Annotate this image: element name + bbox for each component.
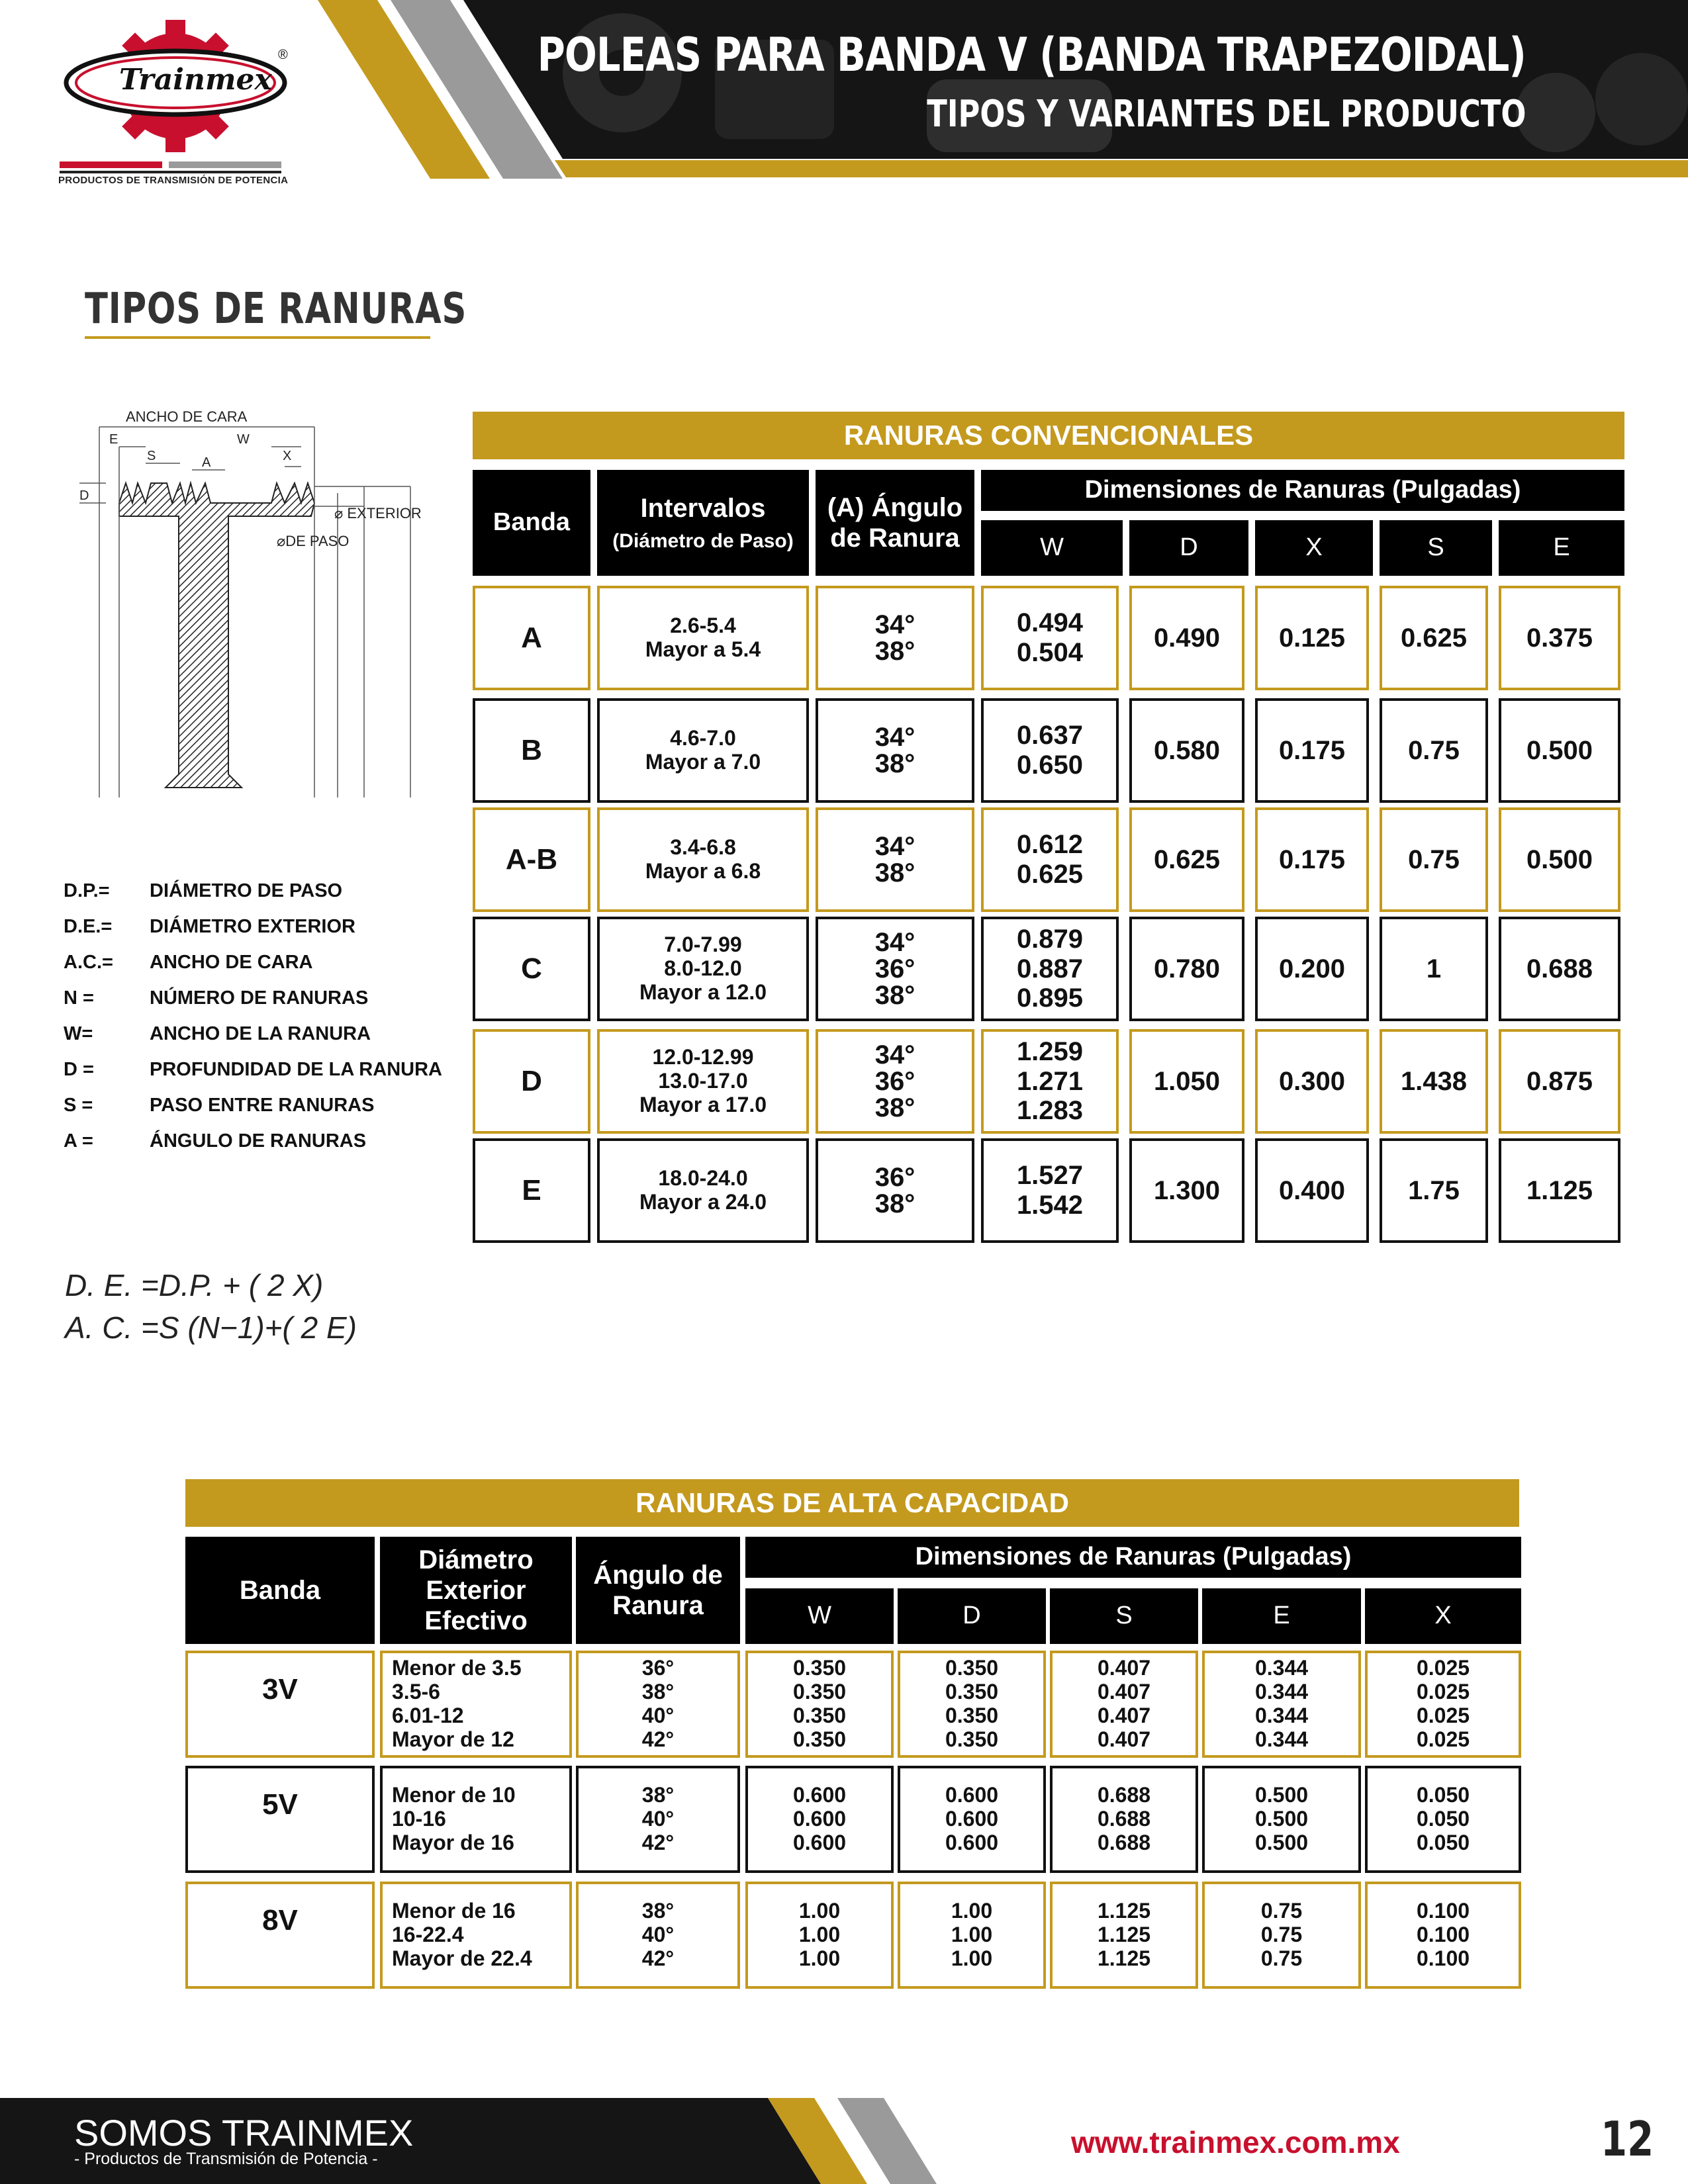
conv-cell-x: 0.300 bbox=[1255, 1029, 1369, 1134]
alta-cell-s: 0.688 0.688 0.688 bbox=[1050, 1766, 1198, 1873]
formula-de: D. E. =D.P. + ( 2 X) bbox=[65, 1268, 324, 1302]
conv-cell-banda: A-B bbox=[473, 807, 590, 912]
conv-cell-w: 0.612 0.625 bbox=[981, 807, 1119, 912]
alta-cell-x: 0.100 0.100 0.100 bbox=[1365, 1882, 1521, 1989]
conv-cell-w: 0.879 0.887 0.895 bbox=[981, 917, 1119, 1021]
conv-cell-d: 0.625 bbox=[1129, 807, 1244, 912]
conv-cell-d: 0.780 bbox=[1129, 917, 1244, 1021]
conv-cell-banda: C bbox=[473, 917, 590, 1021]
conv-cell-banda: E bbox=[473, 1138, 590, 1243]
alta-col-x: X bbox=[1365, 1588, 1521, 1644]
logo-tagline: PRODUCTOS DE TRANSMISIÓN DE POTENCIA bbox=[58, 175, 289, 186]
conv-cell-x: 0.125 bbox=[1255, 586, 1369, 690]
legend-abbr: N = bbox=[64, 987, 94, 1009]
conv-cell-angulo: 34° 38° bbox=[816, 586, 974, 690]
alta-header-diametro: Diámetro Exterior Efectivo bbox=[380, 1537, 572, 1644]
alta-cell-angulo: 36° 38° 40° 42° bbox=[576, 1651, 740, 1758]
legend-item bbox=[64, 880, 461, 916]
conv-cell-w: 0.637 0.650 bbox=[981, 698, 1119, 803]
conv-cell-angulo: 34° 36° 38° bbox=[816, 1029, 974, 1134]
conv-col-d: D bbox=[1129, 520, 1248, 576]
conv-cell-intervalos: 4.6-7.0 Mayor a 7.0 bbox=[597, 698, 809, 803]
conv-cell-x: 0.200 bbox=[1255, 917, 1369, 1021]
formulas bbox=[65, 1264, 357, 1349]
conv-cell-s: 1 bbox=[1380, 917, 1488, 1021]
page-header bbox=[0, 0, 1688, 192]
conv-cell-intervalos: 18.0-24.0 Mayor a 24.0 bbox=[597, 1138, 809, 1243]
alta-title: RANURAS DE ALTA CAPACIDAD bbox=[185, 1479, 1519, 1527]
label-x: X bbox=[283, 449, 292, 463]
alta-cell-banda: 3V bbox=[185, 1651, 375, 1758]
legend-desc: PASO ENTRE RANURAS bbox=[150, 1095, 375, 1116]
page-number: 12 bbox=[1601, 2111, 1654, 2167]
alta-header-dims: Dimensiones de Ranuras (Pulgadas) bbox=[745, 1537, 1521, 1578]
label-a: A bbox=[202, 455, 211, 470]
alta-cell-w: 0.600 0.600 0.600 bbox=[745, 1766, 894, 1873]
label-w: W bbox=[237, 432, 250, 447]
alta-col-d: D bbox=[898, 1588, 1046, 1644]
conv-col-e: E bbox=[1499, 520, 1624, 576]
alta-cell-diametro: Menor de 3.5 3.5-6 6.01-12 Mayor de 12 bbox=[380, 1651, 572, 1758]
conv-cell-d: 0.490 bbox=[1129, 586, 1244, 690]
alta-cell-x: 0.050 0.050 0.050 bbox=[1365, 1766, 1521, 1873]
page-title: POLEAS PARA BANDA V (BANDA TRAPEZOIDAL) bbox=[537, 28, 1526, 82]
conv-cell-banda: D bbox=[473, 1029, 590, 1134]
alta-cell-e: 0.500 0.500 0.500 bbox=[1202, 1766, 1361, 1873]
label-e: E bbox=[109, 432, 118, 447]
conv-cell-intervalos: 12.0-12.99 13.0-17.0 Mayor a 17.0 bbox=[597, 1029, 809, 1134]
conv-cell-banda: B bbox=[473, 698, 590, 803]
conv-cell-x: 0.175 bbox=[1255, 807, 1369, 912]
legend-abbr: S = bbox=[64, 1095, 93, 1116]
footer-website-link[interactable]: www.trainmex.com.mx bbox=[1071, 2125, 1400, 2160]
alta-cell-w: 1.00 1.00 1.00 bbox=[745, 1882, 894, 1989]
alta-cell-x: 0.025 0.025 0.025 0.025 bbox=[1365, 1651, 1521, 1758]
alta-cell-d: 1.00 1.00 1.00 bbox=[898, 1882, 1046, 1989]
label-exterior: ⌀ EXTERIOR bbox=[334, 505, 422, 522]
conv-header-banda: Banda bbox=[473, 470, 590, 576]
legend-item bbox=[64, 916, 461, 952]
conv-cell-d: 1.300 bbox=[1129, 1138, 1244, 1243]
conv-col-x: X bbox=[1255, 520, 1373, 576]
conv-cell-d: 1.050 bbox=[1129, 1029, 1244, 1134]
legend-item bbox=[64, 952, 461, 987]
alta-cell-diametro: Menor de 16 16-22.4 Mayor de 22.4 bbox=[380, 1882, 572, 1989]
alta-cell-w: 0.350 0.350 0.350 0.350 bbox=[745, 1651, 894, 1758]
conv-cell-x: 0.175 bbox=[1255, 698, 1369, 803]
alta-cell-e: 0.75 0.75 0.75 bbox=[1202, 1882, 1361, 1989]
footer-tagline: - Productos de Transmisión de Potencia - bbox=[74, 2150, 378, 2168]
alta-header-banda: Banda bbox=[185, 1537, 375, 1644]
conv-cell-intervalos: 7.0-7.99 8.0-12.0 Mayor a 12.0 bbox=[597, 917, 809, 1021]
conv-cell-intervalos: 2.6-5.4 Mayor a 5.4 bbox=[597, 586, 809, 690]
conv-col-w: W bbox=[981, 520, 1123, 576]
conv-cell-angulo: 34° 38° bbox=[816, 807, 974, 912]
legend-desc: ANCHO DE LA RANURA bbox=[150, 1023, 371, 1044]
conv-cell-e: 0.500 bbox=[1499, 807, 1620, 912]
conv-cell-w: 0.494 0.504 bbox=[981, 586, 1119, 690]
conv-cell-x: 0.400 bbox=[1255, 1138, 1369, 1243]
conv-cell-angulo: 34° 38° bbox=[816, 698, 974, 803]
logo-bar-red bbox=[60, 161, 162, 168]
legend-desc: DIÁMETRO DE PASO bbox=[150, 880, 343, 901]
legend-abbr: A = bbox=[64, 1130, 93, 1152]
label-ancho-de-cara: ANCHO DE CARA bbox=[126, 408, 248, 425]
formula-ac: A. C. =S (N−1)+( 2 E) bbox=[65, 1310, 357, 1345]
legend-desc: NÚMERO DE RANURAS bbox=[150, 987, 369, 1009]
legend-desc: ÁNGULO DE RANURAS bbox=[150, 1130, 367, 1152]
conv-cell-w: 1.527 1.542 bbox=[981, 1138, 1119, 1243]
conv-cell-s: 0.75 bbox=[1380, 698, 1488, 803]
legend bbox=[64, 880, 461, 1166]
banner-gold-strip bbox=[555, 160, 1688, 177]
conv-cell-angulo: 36° 38° bbox=[816, 1138, 974, 1243]
alta-cell-angulo: 38° 40° 42° bbox=[576, 1766, 740, 1873]
conv-header-dims: Dimensiones de Ranuras (Pulgadas) bbox=[981, 470, 1624, 511]
conv-cell-w: 1.259 1.271 1.283 bbox=[981, 1029, 1119, 1134]
footer-brand: SOMOS TRAINMEX bbox=[74, 2112, 414, 2154]
legend-item bbox=[64, 1130, 461, 1166]
conv-cell-banda: A bbox=[473, 586, 590, 690]
legend-desc: PROFUNDIDAD DE LA RANURA bbox=[150, 1059, 442, 1080]
alta-cell-banda: 8V bbox=[185, 1882, 375, 1989]
logo-text: Trainmex bbox=[119, 63, 272, 97]
conv-cell-e: 0.375 bbox=[1499, 586, 1620, 690]
conv-cell-s: 0.75 bbox=[1380, 807, 1488, 912]
conv-cell-e: 0.500 bbox=[1499, 698, 1620, 803]
groove-diagram bbox=[66, 407, 437, 804]
conv-cell-d: 0.580 bbox=[1129, 698, 1244, 803]
conv-cell-s: 1.438 bbox=[1380, 1029, 1488, 1134]
conv-cell-e: 0.875 bbox=[1499, 1029, 1620, 1134]
label-d: D bbox=[79, 488, 89, 503]
alta-cell-s: 0.407 0.407 0.407 0.407 bbox=[1050, 1651, 1198, 1758]
legend-item bbox=[64, 987, 461, 1023]
conv-col-s: S bbox=[1380, 520, 1492, 576]
label-de-paso: ⌀DE PASO bbox=[277, 533, 350, 549]
legend-abbr: D.P.= bbox=[64, 880, 110, 901]
alta-header-angulo: Ángulo de Ranura bbox=[576, 1537, 740, 1644]
legend-abbr: W= bbox=[64, 1023, 93, 1044]
section-title: TIPOS DE RANURAS bbox=[85, 285, 467, 334]
alta-cell-e: 0.344 0.344 0.344 0.344 bbox=[1202, 1651, 1361, 1758]
pulley-section bbox=[119, 483, 314, 788]
conv-cell-e: 1.125 bbox=[1499, 1138, 1620, 1243]
conv-cell-s: 1.75 bbox=[1380, 1138, 1488, 1243]
alta-col-s: S bbox=[1050, 1588, 1198, 1644]
legend-abbr: A.C.= bbox=[64, 952, 113, 973]
legend-abbr: D.E.= bbox=[64, 916, 113, 937]
conv-header-angulo: (A) Ángulo de Ranura bbox=[816, 470, 974, 576]
section-underline bbox=[85, 336, 430, 339]
registered-mark: ® bbox=[278, 48, 288, 62]
label-s: S bbox=[147, 449, 156, 463]
logo-bar-gray bbox=[169, 161, 281, 168]
alta-cell-banda: 5V bbox=[185, 1766, 375, 1873]
legend-item bbox=[64, 1059, 461, 1095]
legend-desc: DIÁMETRO EXTERIOR bbox=[150, 916, 355, 937]
alta-cell-d: 0.600 0.600 0.600 bbox=[898, 1766, 1046, 1873]
alta-cell-d: 0.350 0.350 0.350 0.350 bbox=[898, 1651, 1046, 1758]
alta-col-e: E bbox=[1202, 1588, 1361, 1644]
alta-col-w: W bbox=[745, 1588, 894, 1644]
conv-header-intervalos bbox=[597, 470, 809, 576]
logo-bar-black bbox=[60, 171, 281, 173]
conv-cell-e: 0.688 bbox=[1499, 917, 1620, 1021]
conv-header-intervalos-label: Intervalos bbox=[640, 493, 766, 523]
page-subtitle: TIPOS Y VARIANTES DEL PRODUCTO bbox=[926, 93, 1526, 136]
conv-cell-s: 0.625 bbox=[1380, 586, 1488, 690]
conv-header-intervalos-sub: (Diámetro de Paso) bbox=[612, 529, 794, 552]
legend-desc: ANCHO DE CARA bbox=[150, 952, 313, 973]
conv-title: RANURAS CONVENCIONALES bbox=[473, 412, 1624, 459]
alta-cell-diametro: Menor de 10 10-16 Mayor de 16 bbox=[380, 1766, 572, 1873]
legend-item bbox=[64, 1095, 461, 1130]
legend-abbr: D = bbox=[64, 1059, 94, 1080]
legend-item bbox=[64, 1023, 461, 1059]
conv-cell-angulo: 34° 36° 38° bbox=[816, 917, 974, 1021]
alta-cell-angulo: 38° 40° 42° bbox=[576, 1882, 740, 1989]
conv-cell-intervalos: 3.4-6.8 Mayor a 6.8 bbox=[597, 807, 809, 912]
alta-cell-s: 1.125 1.125 1.125 bbox=[1050, 1882, 1198, 1989]
